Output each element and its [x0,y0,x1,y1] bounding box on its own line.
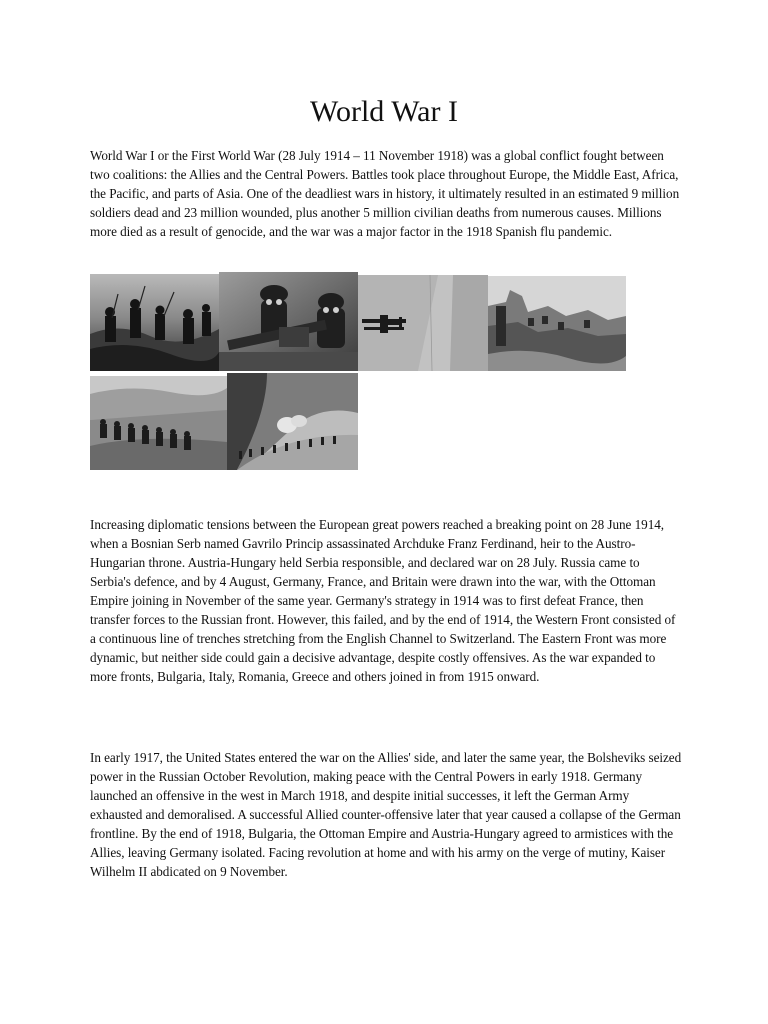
background-paragraph: Increasing diplomatic tensions between the European great powers reached a breaking point on 28 June 1914, when a Bosnian Serb named Gavrilo Princip assassinated Archduke Franz Ferdinand, heir to the Austro-Hungarian throne. Austria-Hungary held Serbia responsible, and declared war on 28 July. Russia came to Serbia's defence, and by 4 August, Germany, France, and Britain were drawn into the war, with the Ottoman Empire joining in November of the same year. Germany's strategy in 1914 was to first defeat France, then transfer forces to the Russian front. However, this failed, and by the end of 1914, the Western Front consisted of a continuous line of trenches stretching from the English Channel to Switzerland. The Eastern Front was more dynamic, but neither side could gain a decisive advantage, despite costly offensives. As the war expanded to more fronts, Bulgaria, Italy, Romania, Greece and others joined in from 1915 onward. [90,517,676,684]
late-war-paragraph: In early 1917, the United States entered the war on the Allies' side, and later the same year, the Bolsheviks seized power in the Russian October Revolution, making peace with the Central Powers in early 1918. Germany launched an offensive in the west in March 1918, and despite initial successes, it left the German Army exhausted and demoralised. A successful Allied counter-offensive later that year caused a collapse of the German frontline. By the end of 1918, Bulgaria, the Ottoman Empire and Austria-Hungary agreed to armistices with the Allies, leaving Germany isolated. Facing revolution at home and with his army on the verge of mutiny, Kaiser Wilhelm II abdicated on 9 November. [90,750,682,879]
biplane-photo [358,275,488,371]
page-title: World War I [310,95,458,128]
trench-soldiers-photo [90,274,219,371]
hillside-advance-photo [227,373,358,470]
machine-gun-crew-photo [219,272,358,371]
ruined-buildings-photo [488,276,626,371]
cavalry-column-photo [90,376,227,470]
intro-paragraph: World War I or the First World War (28 July 1914 – 11 November 1918) was a global conflict fought between two coalitions: the Allies and the Central Powers. Battles took place throughout Europe, the Middle East, Africa, the Pacific, and parts of Asia. One of the deadliest wars in history, it ultimately resulted in an estimated 9 million soldiers dead and 23 million wounded, plus another 5 million civilian deaths from numerous causes. Millions more died as a result of genocide, and the war was a major factor in the 1918 Spanish flu pandemic. [90,148,680,239]
